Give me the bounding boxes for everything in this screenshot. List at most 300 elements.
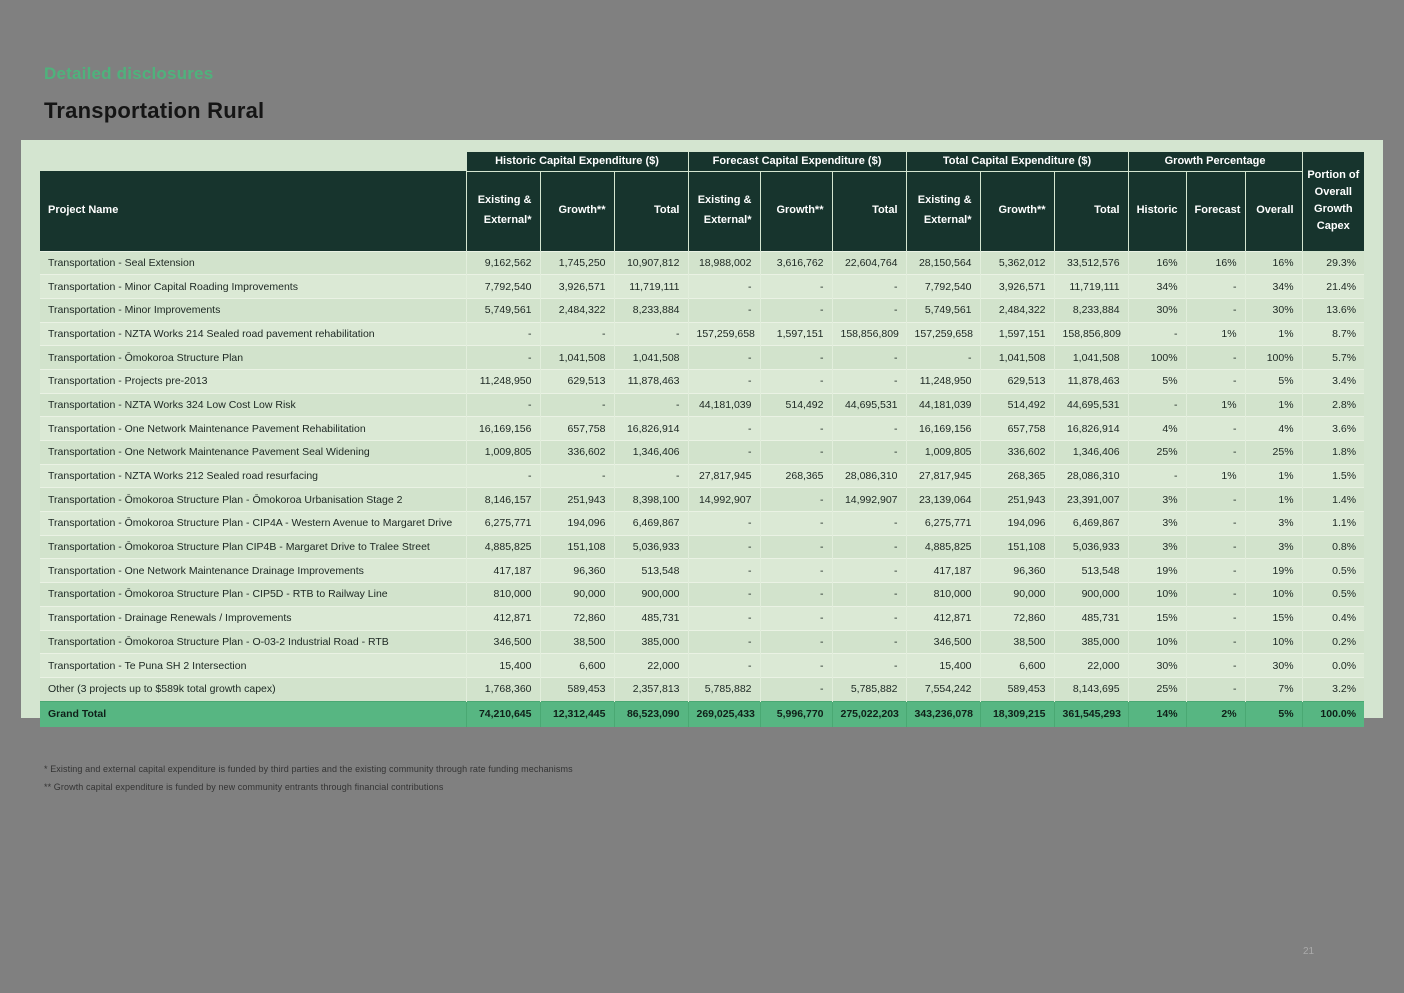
value-cell: 1% — [1245, 322, 1302, 346]
value-cell: 28,086,310 — [832, 464, 906, 488]
value-cell: 194,096 — [980, 512, 1054, 536]
value-cell: - — [760, 488, 832, 512]
value-cell: 22,000 — [1054, 654, 1128, 678]
table-row — [40, 654, 1364, 678]
table-row — [40, 606, 1364, 630]
value-cell: 27,817,945 — [688, 464, 760, 488]
value-cell: 38,500 — [980, 630, 1054, 654]
table-row — [40, 417, 1364, 441]
value-cell: 417,187 — [906, 559, 980, 583]
column-header-forecast-existing-external: Existing & External* — [688, 171, 760, 251]
value-cell: - — [1128, 322, 1186, 346]
value-cell: 14% — [1128, 701, 1186, 727]
value-cell: 151,108 — [980, 535, 1054, 559]
value-cell: 11,878,463 — [614, 369, 688, 393]
value-cell: 2,357,813 — [614, 677, 688, 701]
value-cell: 343,236,078 — [906, 701, 980, 727]
value-cell: 158,856,809 — [832, 322, 906, 346]
project-name-cell: Transportation - NZTA Works 324 Low Cost Low Risk — [40, 393, 466, 417]
value-cell: - — [760, 654, 832, 678]
value-cell: 589,453 — [980, 677, 1054, 701]
value-cell: 151,108 — [540, 535, 614, 559]
value-cell: 275,022,203 — [832, 701, 906, 727]
value-cell: 1% — [1245, 464, 1302, 488]
value-cell: 900,000 — [1054, 583, 1128, 607]
value-cell: - — [832, 417, 906, 441]
value-cell: - — [1186, 630, 1245, 654]
group-header-row — [40, 152, 1364, 171]
value-cell: - — [832, 535, 906, 559]
value-cell: 417,187 — [466, 559, 540, 583]
value-cell: - — [760, 559, 832, 583]
value-cell: 657,758 — [540, 417, 614, 441]
value-cell: 251,943 — [980, 488, 1054, 512]
value-cell: 28,086,310 — [1054, 464, 1128, 488]
value-cell: - — [760, 346, 832, 370]
value-cell: 5,785,882 — [832, 677, 906, 701]
value-cell: - — [688, 346, 760, 370]
table-row — [40, 393, 1364, 417]
value-cell: - — [688, 441, 760, 465]
project-name-cell: Transportation - NZTA Works 212 Sealed road resurfacing — [40, 464, 466, 488]
value-cell: 16% — [1186, 251, 1245, 275]
value-cell: - — [1186, 654, 1245, 678]
value-cell: 513,548 — [614, 559, 688, 583]
value-cell: - — [540, 393, 614, 417]
column-header-forecast-total: Total — [832, 171, 906, 251]
value-cell: 25% — [1128, 441, 1186, 465]
value-cell: - — [906, 346, 980, 370]
value-cell: 44,695,531 — [1054, 393, 1128, 417]
table-row — [40, 298, 1364, 322]
value-cell: 4% — [1128, 417, 1186, 441]
table-row — [40, 346, 1364, 370]
project-name-cell: Transportation - Ōmokoroa Structure Plan CIP4B - Margaret Drive to Tralee Street — [40, 535, 466, 559]
value-cell: 7,792,540 — [906, 275, 980, 299]
value-cell: - — [1186, 417, 1245, 441]
value-cell: 30% — [1128, 654, 1186, 678]
value-cell: - — [614, 464, 688, 488]
value-cell: 30% — [1245, 654, 1302, 678]
value-cell: 0.5% — [1302, 583, 1364, 607]
project-name-cell: Transportation - Seal Extension — [40, 251, 466, 275]
value-cell: 22,604,764 — [832, 251, 906, 275]
value-cell: 1,346,406 — [1054, 441, 1128, 465]
value-cell: 8.7% — [1302, 322, 1364, 346]
column-header-pct-historic: Historic — [1128, 171, 1186, 251]
table-row — [40, 559, 1364, 583]
project-name-cell: Transportation - Minor Capital Roading Improvements — [40, 275, 466, 299]
header-spacer-cell — [40, 152, 466, 171]
value-cell: - — [540, 322, 614, 346]
value-cell: - — [760, 535, 832, 559]
value-cell: 3% — [1245, 512, 1302, 536]
value-cell: - — [760, 441, 832, 465]
value-cell: 6,600 — [980, 654, 1054, 678]
value-cell: 34% — [1128, 275, 1186, 299]
value-cell: 810,000 — [906, 583, 980, 607]
value-cell: 25% — [1128, 677, 1186, 701]
column-header-total-growth: Growth** — [980, 171, 1054, 251]
value-cell: - — [614, 393, 688, 417]
value-cell: - — [1186, 583, 1245, 607]
value-cell: 23,391,007 — [1054, 488, 1128, 512]
grand-total-row — [40, 701, 1364, 727]
table-card — [21, 140, 1383, 721]
value-cell: - — [1128, 464, 1186, 488]
value-cell: 6,600 — [540, 654, 614, 678]
value-cell: 18,988,002 — [688, 251, 760, 275]
value-cell: 6,275,771 — [466, 512, 540, 536]
value-cell: 6,469,867 — [1054, 512, 1128, 536]
value-cell: 336,602 — [540, 441, 614, 465]
value-cell: - — [760, 369, 832, 393]
value-cell: 514,492 — [760, 393, 832, 417]
project-name-cell: Grand Total — [40, 701, 466, 727]
footnote-growth: ** Growth capital expenditure is funded by new community entrants through financial contributions — [44, 782, 444, 792]
value-cell: 96,360 — [540, 559, 614, 583]
value-cell: 10% — [1245, 583, 1302, 607]
column-header-pct-overall: Overall — [1245, 171, 1302, 251]
value-cell: 1,597,151 — [980, 322, 1054, 346]
value-cell: 16,169,156 — [466, 417, 540, 441]
value-cell: 513,548 — [1054, 559, 1128, 583]
value-cell: 1.1% — [1302, 512, 1364, 536]
value-cell: - — [1186, 441, 1245, 465]
value-cell: 11,719,111 — [614, 275, 688, 299]
value-cell: 8,143,695 — [1054, 677, 1128, 701]
value-cell: 1% — [1186, 464, 1245, 488]
value-cell: - — [688, 630, 760, 654]
table-body — [40, 251, 1364, 727]
value-cell: 485,731 — [614, 606, 688, 630]
value-cell: 11,878,463 — [1054, 369, 1128, 393]
value-cell: 5% — [1245, 701, 1302, 727]
value-cell: 5% — [1128, 369, 1186, 393]
value-cell: - — [832, 298, 906, 322]
value-cell: 28,150,564 — [906, 251, 980, 275]
value-cell: - — [1186, 606, 1245, 630]
value-cell: - — [760, 512, 832, 536]
value-cell: 44,695,531 — [832, 393, 906, 417]
value-cell: 16% — [1245, 251, 1302, 275]
value-cell: - — [1186, 559, 1245, 583]
column-header-forecast-growth: Growth** — [760, 171, 832, 251]
value-cell: 3,616,762 — [760, 251, 832, 275]
value-cell: 1,768,360 — [466, 677, 540, 701]
value-cell: 1,009,805 — [906, 441, 980, 465]
value-cell: 3.6% — [1302, 417, 1364, 441]
table-row — [40, 251, 1364, 275]
value-cell: - — [688, 417, 760, 441]
value-cell: 485,731 — [1054, 606, 1128, 630]
footnote-existing-external: * Existing and external capital expenditure is funded by third parties and the existing community through rate funding mechanisms — [44, 764, 573, 774]
value-cell: - — [688, 583, 760, 607]
column-header-project-name: Project Name — [40, 171, 466, 251]
value-cell: 5,362,012 — [980, 251, 1054, 275]
value-cell: - — [760, 417, 832, 441]
value-cell: 13.6% — [1302, 298, 1364, 322]
page-number: 21 — [1303, 946, 1315, 957]
value-cell: 5.7% — [1302, 346, 1364, 370]
value-cell: - — [832, 583, 906, 607]
group-header-forecast: Forecast Capital Expenditure ($) — [688, 152, 906, 171]
value-cell: 0.5% — [1302, 559, 1364, 583]
column-header-historic-existing-external: Existing & External* — [466, 171, 540, 251]
value-cell: 8,233,884 — [614, 298, 688, 322]
value-cell: - — [832, 369, 906, 393]
table-row — [40, 535, 1364, 559]
value-cell: - — [760, 677, 832, 701]
value-cell: 900,000 — [614, 583, 688, 607]
value-cell: 96,360 — [980, 559, 1054, 583]
value-cell: 629,513 — [540, 369, 614, 393]
value-cell: 0.8% — [1302, 535, 1364, 559]
value-cell: 100% — [1245, 346, 1302, 370]
value-cell: - — [1186, 346, 1245, 370]
value-cell: 158,856,809 — [1054, 322, 1128, 346]
value-cell: 74,210,645 — [466, 701, 540, 727]
value-cell: 16,826,914 — [1054, 417, 1128, 441]
project-name-cell: Other (3 projects up to $589k total growth capex) — [40, 677, 466, 701]
table-row — [40, 322, 1364, 346]
project-name-cell: Transportation - Ōmokoroa Structure Plan — [40, 346, 466, 370]
value-cell: 157,259,658 — [688, 322, 760, 346]
value-cell: - — [1128, 393, 1186, 417]
value-cell: 3% — [1128, 488, 1186, 512]
value-cell: - — [466, 322, 540, 346]
value-cell: 5,036,933 — [1054, 535, 1128, 559]
value-cell: 1,346,406 — [614, 441, 688, 465]
project-name-cell: Transportation - Ōmokoroa Structure Plan - CIP5D - RTB to Railway Line — [40, 583, 466, 607]
value-cell: 1,041,508 — [1054, 346, 1128, 370]
value-cell: 16,826,914 — [614, 417, 688, 441]
value-cell: 6,469,867 — [614, 512, 688, 536]
value-cell: 1,041,508 — [614, 346, 688, 370]
value-cell: 8,233,884 — [1054, 298, 1128, 322]
value-cell: 15% — [1245, 606, 1302, 630]
value-cell: - — [1186, 275, 1245, 299]
table-row — [40, 512, 1364, 536]
value-cell: 2.8% — [1302, 393, 1364, 417]
table-row — [40, 488, 1364, 512]
value-cell: - — [1186, 369, 1245, 393]
value-cell: 16% — [1128, 251, 1186, 275]
value-cell: 251,943 — [540, 488, 614, 512]
value-cell: 5,996,770 — [760, 701, 832, 727]
value-cell: - — [688, 369, 760, 393]
value-cell: 5,036,933 — [614, 535, 688, 559]
value-cell: - — [832, 559, 906, 583]
value-cell: 1% — [1245, 393, 1302, 417]
value-cell: 44,181,039 — [688, 393, 760, 417]
value-cell: 5,785,882 — [688, 677, 760, 701]
value-cell: - — [688, 535, 760, 559]
value-cell: - — [832, 346, 906, 370]
value-cell: - — [760, 298, 832, 322]
capex-table — [40, 152, 1364, 727]
value-cell: - — [688, 298, 760, 322]
value-cell: 0.0% — [1302, 654, 1364, 678]
value-cell: 3,926,571 — [980, 275, 1054, 299]
value-cell: 268,365 — [760, 464, 832, 488]
project-name-cell: Transportation - One Network Maintenance Drainage Improvements — [40, 559, 466, 583]
value-cell: 7,792,540 — [466, 275, 540, 299]
value-cell: 19% — [1128, 559, 1186, 583]
value-cell: 11,248,950 — [466, 369, 540, 393]
value-cell: 29.3% — [1302, 251, 1364, 275]
value-cell: 72,860 — [540, 606, 614, 630]
column-header-row — [40, 171, 1364, 251]
value-cell: 1.5% — [1302, 464, 1364, 488]
project-name-cell: Transportation - Projects pre-2013 — [40, 369, 466, 393]
value-cell: 30% — [1128, 298, 1186, 322]
value-cell: 589,453 — [540, 677, 614, 701]
value-cell: 1% — [1186, 393, 1245, 417]
value-cell: 3% — [1128, 535, 1186, 559]
value-cell: 10% — [1128, 630, 1186, 654]
value-cell: 90,000 — [980, 583, 1054, 607]
value-cell: 5% — [1245, 369, 1302, 393]
value-cell: 18,309,215 — [980, 701, 1054, 727]
value-cell: 10,907,812 — [614, 251, 688, 275]
value-cell: 4% — [1245, 417, 1302, 441]
page-title: Transportation Rural — [44, 98, 265, 123]
value-cell: 25% — [1245, 441, 1302, 465]
section-eyebrow: Detailed disclosures — [44, 64, 214, 83]
project-name-cell: Transportation - Minor Improvements — [40, 298, 466, 322]
value-cell: 86,523,090 — [614, 701, 688, 727]
value-cell: 4,885,825 — [466, 535, 540, 559]
value-cell: 385,000 — [1054, 630, 1128, 654]
value-cell: 44,181,039 — [906, 393, 980, 417]
value-cell: 8,146,157 — [466, 488, 540, 512]
value-cell: 385,000 — [614, 630, 688, 654]
value-cell: 361,545,293 — [1054, 701, 1128, 727]
value-cell: 15% — [1128, 606, 1186, 630]
value-cell: 14,992,907 — [832, 488, 906, 512]
value-cell: 15,400 — [906, 654, 980, 678]
value-cell: 7,554,242 — [906, 677, 980, 701]
value-cell: 1,041,508 — [540, 346, 614, 370]
column-header-total-existing-external: Existing & External* — [906, 171, 980, 251]
value-cell: - — [1186, 535, 1245, 559]
value-cell: 10% — [1245, 630, 1302, 654]
value-cell: 1.4% — [1302, 488, 1364, 512]
value-cell: - — [760, 583, 832, 607]
value-cell: 3% — [1245, 535, 1302, 559]
value-cell: 23,139,064 — [906, 488, 980, 512]
value-cell: - — [1186, 488, 1245, 512]
value-cell: 1,745,250 — [540, 251, 614, 275]
table-row — [40, 630, 1364, 654]
value-cell: - — [832, 275, 906, 299]
project-name-cell: Transportation - NZTA Works 214 Sealed road pavement rehabilitation — [40, 322, 466, 346]
group-header-growth-percentage: Growth Percentage — [1128, 152, 1302, 171]
value-cell: 27,817,945 — [906, 464, 980, 488]
table-row — [40, 464, 1364, 488]
footnotes — [44, 760, 573, 796]
value-cell: 514,492 — [980, 393, 1054, 417]
value-cell: - — [832, 630, 906, 654]
value-cell: - — [466, 393, 540, 417]
value-cell: 22,000 — [614, 654, 688, 678]
value-cell: 810,000 — [466, 583, 540, 607]
table-row — [40, 275, 1364, 299]
value-cell: 33,512,576 — [1054, 251, 1128, 275]
column-header-pct-forecast: Forecast — [1186, 171, 1245, 251]
value-cell: - — [466, 346, 540, 370]
value-cell: 1% — [1245, 488, 1302, 512]
value-cell: 11,719,111 — [1054, 275, 1128, 299]
value-cell: 10% — [1128, 583, 1186, 607]
value-cell: - — [832, 441, 906, 465]
value-cell: 15,400 — [466, 654, 540, 678]
value-cell: 34% — [1245, 275, 1302, 299]
value-cell: 3% — [1128, 512, 1186, 536]
value-cell: 2% — [1186, 701, 1245, 727]
value-cell: 1.8% — [1302, 441, 1364, 465]
value-cell: - — [832, 654, 906, 678]
value-cell: 412,871 — [466, 606, 540, 630]
value-cell: - — [832, 512, 906, 536]
value-cell: 8,398,100 — [614, 488, 688, 512]
value-cell: 1,009,805 — [466, 441, 540, 465]
value-cell: 2,484,322 — [540, 298, 614, 322]
value-cell: 346,500 — [466, 630, 540, 654]
value-cell: 3.4% — [1302, 369, 1364, 393]
column-header-total-total: Total — [1054, 171, 1128, 251]
column-header-portion-of-overall-growth-capex: Portion of Overall Growth Capex — [1302, 152, 1364, 251]
value-cell: - — [1186, 512, 1245, 536]
value-cell: - — [688, 654, 760, 678]
value-cell: 336,602 — [980, 441, 1054, 465]
project-name-cell: Transportation - One Network Maintenance Pavement Rehabilitation — [40, 417, 466, 441]
value-cell: 657,758 — [980, 417, 1054, 441]
value-cell: 72,860 — [980, 606, 1054, 630]
value-cell: 346,500 — [906, 630, 980, 654]
value-cell: - — [466, 464, 540, 488]
value-cell: 1,597,151 — [760, 322, 832, 346]
value-cell: 629,513 — [980, 369, 1054, 393]
value-cell: 38,500 — [540, 630, 614, 654]
table-row — [40, 583, 1364, 607]
project-name-cell: Transportation - Te Puna SH 2 Intersection — [40, 654, 466, 678]
value-cell: 9,162,562 — [466, 251, 540, 275]
value-cell: 4,885,825 — [906, 535, 980, 559]
value-cell: 194,096 — [540, 512, 614, 536]
value-cell: 0.4% — [1302, 606, 1364, 630]
value-cell: 157,259,658 — [906, 322, 980, 346]
value-cell: - — [614, 322, 688, 346]
value-cell: 3.2% — [1302, 677, 1364, 701]
value-cell: 16,169,156 — [906, 417, 980, 441]
value-cell: 5,749,561 — [906, 298, 980, 322]
value-cell: 2,484,322 — [980, 298, 1054, 322]
column-header-historic-growth: Growth** — [540, 171, 614, 251]
value-cell: - — [540, 464, 614, 488]
value-cell: 30% — [1245, 298, 1302, 322]
table-row — [40, 441, 1364, 465]
value-cell: 269,025,433 — [688, 701, 760, 727]
value-cell: 11,248,950 — [906, 369, 980, 393]
value-cell: 100.0% — [1302, 701, 1364, 727]
value-cell: - — [1186, 677, 1245, 701]
value-cell: - — [832, 606, 906, 630]
project-name-cell: Transportation - Drainage Renewals / Improvements — [40, 606, 466, 630]
group-header-total: Total Capital Expenditure ($) — [906, 152, 1128, 171]
column-header-historic-total: Total — [614, 171, 688, 251]
